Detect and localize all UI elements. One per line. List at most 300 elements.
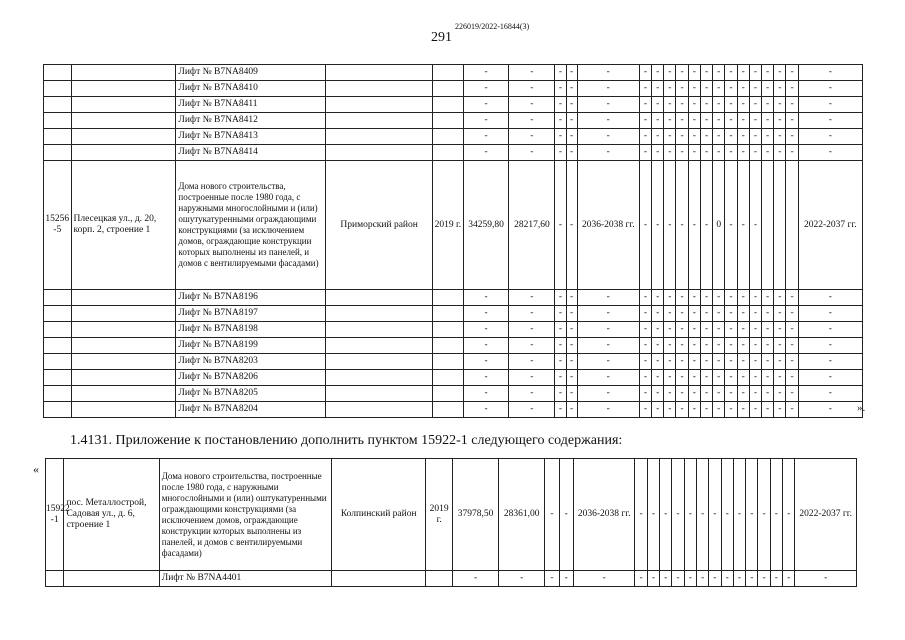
- dash-cell: -: [555, 113, 566, 129]
- dash-cell: -: [577, 129, 639, 145]
- lift-name: Лифт № B7NA8206: [176, 370, 326, 386]
- dash-cell: -: [725, 145, 737, 161]
- dash-cell: -: [664, 97, 676, 113]
- dash-cell: -: [786, 113, 798, 129]
- dash-cell: -: [664, 161, 676, 290]
- lift-name: Лифт № B7NA8196: [176, 290, 326, 306]
- dash-cell: -: [725, 290, 737, 306]
- dash-cell: -: [737, 402, 749, 418]
- dash-cell: -: [770, 459, 782, 571]
- dash-cell: -: [749, 370, 761, 386]
- dash-cell: -: [700, 97, 712, 113]
- dash-cell: -: [635, 571, 647, 587]
- dash-cell: -: [652, 161, 664, 290]
- dash-cell: -: [652, 322, 664, 338]
- empty-cell: [326, 370, 433, 386]
- empty-cell: [326, 129, 433, 145]
- empty-cell: [44, 322, 72, 338]
- dash-cell: -: [713, 290, 725, 306]
- dash-cell: -: [652, 338, 664, 354]
- dash-cell: -: [721, 571, 733, 587]
- dash-cell: -: [566, 354, 577, 370]
- district: Колпинский район: [332, 459, 426, 571]
- dash-cell: -: [555, 386, 566, 402]
- empty-cell: [433, 81, 464, 97]
- dash-cell: -: [762, 370, 774, 386]
- dash-cell: -: [555, 290, 566, 306]
- lift-value: -: [509, 386, 555, 402]
- dash-cell: -: [676, 97, 688, 113]
- dash-cell: -: [639, 386, 651, 402]
- dash-cell: -: [725, 129, 737, 145]
- lift-end-value: -: [798, 370, 862, 386]
- dash-cell: -: [786, 370, 798, 386]
- empty-cell: [326, 290, 433, 306]
- empty-cell: [326, 386, 433, 402]
- dash-cell: -: [737, 370, 749, 386]
- building-number: 15256 -5: [44, 161, 72, 290]
- final-period: 2022-2037 гг.: [798, 161, 862, 290]
- dash-cell: -: [737, 145, 749, 161]
- dash-cell: -: [749, 354, 761, 370]
- empty-cell: [71, 97, 176, 113]
- dash-cell: -: [725, 402, 737, 418]
- dash-cell: -: [762, 145, 774, 161]
- dash-cell: -: [566, 306, 577, 322]
- empty-cell: [44, 306, 72, 322]
- dash-cell: -: [555, 145, 566, 161]
- dash-cell: -: [652, 306, 664, 322]
- dash-cell: -: [774, 322, 786, 338]
- empty-cell: [326, 322, 433, 338]
- lift-value: -: [463, 386, 509, 402]
- dash-cell: -: [566, 370, 577, 386]
- lift-end-value: -: [798, 306, 862, 322]
- lift-value: -: [463, 113, 509, 129]
- dash-cell: -: [725, 354, 737, 370]
- lift-value: -: [509, 306, 555, 322]
- dash-cell: -: [555, 306, 566, 322]
- dash-cell: -: [737, 97, 749, 113]
- dash-cell: -: [647, 571, 659, 587]
- dash-cell: -: [664, 354, 676, 370]
- dash-cell: -: [688, 161, 700, 290]
- lift-value: -: [509, 65, 555, 81]
- dash-cell: -: [786, 338, 798, 354]
- dash-cell: -: [664, 402, 676, 418]
- lift-value: -: [509, 113, 555, 129]
- dash-cell: -: [652, 386, 664, 402]
- lift-value: -: [463, 402, 509, 418]
- empty-cell: [44, 97, 72, 113]
- lift-name: Лифт № B7NA4401: [159, 571, 331, 587]
- dash-cell: -: [774, 370, 786, 386]
- lift-row: [46, 571, 857, 587]
- lift-end-value: -: [798, 290, 862, 306]
- empty-cell: [433, 97, 464, 113]
- dash-cell: -: [749, 65, 761, 81]
- dash-cell: -: [688, 338, 700, 354]
- dash-cell: -: [566, 290, 577, 306]
- dash-cell: -: [676, 354, 688, 370]
- lift-name: Лифт № B7NA8411: [176, 97, 326, 113]
- dash-cell: -: [688, 386, 700, 402]
- lift-value: -: [509, 290, 555, 306]
- lift-name: Лифт № B7NA8409: [176, 65, 326, 81]
- lift-name: Лифт № B7NA8199: [176, 338, 326, 354]
- empty-cell: [433, 386, 464, 402]
- dash-cell: -: [652, 113, 664, 129]
- empty-cell: [326, 81, 433, 97]
- dash-cell: -: [762, 290, 774, 306]
- lift-value: -: [463, 145, 509, 161]
- dash-cell: -: [713, 402, 725, 418]
- empty-cell: [433, 354, 464, 370]
- empty-cell: [326, 65, 433, 81]
- dash-cell: -: [713, 338, 725, 354]
- empty-cell: [332, 571, 426, 587]
- dash-cell: -: [737, 65, 749, 81]
- dash-cell: -: [577, 402, 639, 418]
- lift-row: [44, 81, 863, 97]
- empty-cell: [433, 290, 464, 306]
- building-address: Плесецкая ул., д. 20, корп. 2, строение 1: [71, 161, 176, 290]
- dash-cell: -: [713, 97, 725, 113]
- amendment-paragraph: 1.4131. Приложение к постановлению дополнить пунктом 15922-1 следующего содержания:: [70, 433, 623, 448]
- lift-row: [44, 338, 863, 354]
- lift-value: -: [509, 81, 555, 97]
- dash-cell: -: [774, 402, 786, 418]
- dash-cell: -: [725, 386, 737, 402]
- dash-cell: -: [639, 113, 651, 129]
- building-type: Дома нового строительства, построенные после 1980 года, с наружными многослойными и (или) ошутукатуренными ограждающими конструкциями (за исключением домов, ограждающие конструкции которых выполнены из панелей, и домов с вентилируемыми фасадами): [176, 161, 326, 290]
- dash-cell: -: [676, 290, 688, 306]
- dash-cell: -: [700, 322, 712, 338]
- empty-cell: [46, 571, 64, 587]
- lift-value: -: [509, 322, 555, 338]
- dash-cell: -: [700, 386, 712, 402]
- dash-cell: -: [762, 386, 774, 402]
- dash-cell: -: [749, 322, 761, 338]
- lift-value: -: [509, 338, 555, 354]
- empty-cell: [71, 338, 176, 354]
- dash-cell: -: [758, 571, 770, 587]
- empty-cell: [433, 113, 464, 129]
- dash-cell: -: [566, 322, 577, 338]
- repair-period: 2036-2038 гг.: [577, 161, 639, 290]
- dash-cell: -: [733, 571, 745, 587]
- dash-cell: -: [713, 113, 725, 129]
- lift-value: -: [509, 145, 555, 161]
- dash-cell: -: [664, 338, 676, 354]
- dash-cell: -: [545, 571, 559, 587]
- lift-end-value: -: [798, 145, 862, 161]
- dash-cell: -: [555, 161, 566, 290]
- dash-cell: -: [786, 354, 798, 370]
- dash-cell: -: [688, 113, 700, 129]
- dash-cell: -: [713, 65, 725, 81]
- empty-cell: [433, 370, 464, 386]
- empty-cell: [326, 306, 433, 322]
- dash-cell: -: [555, 370, 566, 386]
- dash-cell: -: [700, 402, 712, 418]
- dash-cell: -: [749, 338, 761, 354]
- dash-cell: -: [652, 97, 664, 113]
- dash-cell: -: [639, 354, 651, 370]
- empty-cell: [44, 290, 72, 306]
- dash-cell: -: [786, 129, 798, 145]
- empty-cell: [433, 322, 464, 338]
- dash-cell: -: [577, 81, 639, 97]
- dash-cell: -: [555, 354, 566, 370]
- dash-cell: -: [700, 113, 712, 129]
- dash-cell: -: [746, 571, 758, 587]
- housing-table-2: [45, 458, 857, 587]
- lift-end-value: -: [798, 354, 862, 370]
- dash-cell: -: [639, 129, 651, 145]
- building-number: 15922 -1: [46, 459, 64, 571]
- lift-value: -: [463, 370, 509, 386]
- dash-cell: -: [639, 65, 651, 81]
- lift-end-value: -: [798, 338, 862, 354]
- dash-cell: -: [676, 161, 688, 290]
- dash-cell: -: [676, 306, 688, 322]
- empty-cell: [71, 370, 176, 386]
- dash-cell: -: [696, 571, 708, 587]
- dash-cell: -: [700, 338, 712, 354]
- dash-cell: -: [660, 459, 672, 571]
- dash-cell: -: [652, 402, 664, 418]
- dash-cell: -: [725, 97, 737, 113]
- dash-cell: -: [652, 290, 664, 306]
- dash-cell: -: [700, 354, 712, 370]
- dash-cell: -: [555, 65, 566, 81]
- dash-cell: -: [676, 386, 688, 402]
- dash-cell: -: [762, 129, 774, 145]
- dash-cell: -: [762, 402, 774, 418]
- dash-cell: -: [749, 386, 761, 402]
- dash-cell: -: [700, 81, 712, 97]
- dash-cell: -: [555, 322, 566, 338]
- dash-cell: -: [688, 370, 700, 386]
- area-total: 37978,50: [453, 459, 499, 571]
- dash-cell: -: [713, 306, 725, 322]
- dash-cell: -: [749, 81, 761, 97]
- dash-cell: -: [762, 322, 774, 338]
- dash-cell: -: [559, 571, 573, 587]
- dash-cell: -: [545, 459, 559, 571]
- dash-cell: -: [749, 290, 761, 306]
- dash-cell: -: [783, 459, 795, 571]
- area-living: 28361,00: [499, 459, 545, 571]
- dash-cell: -: [652, 81, 664, 97]
- dash-cell: -: [713, 322, 725, 338]
- empty-cell: [426, 571, 453, 587]
- dash-cell: -: [676, 113, 688, 129]
- dash-cell: -: [774, 113, 786, 129]
- empty-cell: [71, 306, 176, 322]
- empty-cell: [44, 129, 72, 145]
- dash-cell: -: [652, 370, 664, 386]
- dash-cell: -: [688, 145, 700, 161]
- dash-cell: -: [713, 129, 725, 145]
- dash-cell: -: [684, 571, 696, 587]
- dash-cell: -: [660, 571, 672, 587]
- dash-cell: -: [786, 65, 798, 81]
- dash-cell: -: [577, 370, 639, 386]
- dash-cell: -: [688, 97, 700, 113]
- dash-cell: -: [725, 65, 737, 81]
- lift-name: Лифт № B7NA8197: [176, 306, 326, 322]
- lift-value: -: [463, 290, 509, 306]
- lift-name: Лифт № B7NA8205: [176, 386, 326, 402]
- lift-value: -: [499, 571, 545, 587]
- empty-cell: [774, 161, 786, 290]
- dash-cell: -: [700, 290, 712, 306]
- lift-value: -: [463, 97, 509, 113]
- dash-cell: -: [555, 81, 566, 97]
- dash-cell: -: [774, 290, 786, 306]
- dash-cell: -: [555, 129, 566, 145]
- empty-cell: [786, 161, 798, 290]
- dash-cell: -: [746, 459, 758, 571]
- empty-cell: [71, 81, 176, 97]
- empty-cell: [44, 386, 72, 402]
- dash-cell: -: [577, 338, 639, 354]
- dash-cell: -: [725, 161, 737, 290]
- dash-cell: -: [749, 161, 761, 290]
- dash-cell: -: [664, 306, 676, 322]
- dash-cell: -: [635, 459, 647, 571]
- dash-cell: -: [688, 402, 700, 418]
- dash-cell: -: [774, 306, 786, 322]
- dash-cell: -: [664, 290, 676, 306]
- dash-cell: -: [652, 145, 664, 161]
- dash-cell: -: [664, 129, 676, 145]
- build-year: 2019 г.: [426, 459, 453, 571]
- final-period: 2022-2037 гг.: [795, 459, 857, 571]
- dash-cell: -: [555, 338, 566, 354]
- dash-cell: -: [770, 571, 782, 587]
- dash-cell: -: [709, 459, 721, 571]
- dash-cell: -: [737, 129, 749, 145]
- dash-cell: -: [774, 145, 786, 161]
- dash-cell: -: [786, 81, 798, 97]
- lift-value: -: [509, 402, 555, 418]
- dash-cell: -: [762, 113, 774, 129]
- dash-cell: -: [786, 97, 798, 113]
- lift-value: -: [463, 129, 509, 145]
- lift-row: [44, 402, 863, 418]
- dash-cell: -: [749, 145, 761, 161]
- dash-cell: -: [762, 306, 774, 322]
- area-total: 34259,80: [463, 161, 509, 290]
- dash-cell: -: [713, 354, 725, 370]
- empty-cell: [433, 338, 464, 354]
- dash-cell: -: [688, 81, 700, 97]
- dash-cell: -: [762, 65, 774, 81]
- dash-cell: -: [737, 386, 749, 402]
- dash-cell: -: [555, 402, 566, 418]
- dash-cell: -: [639, 97, 651, 113]
- dash-cell: -: [577, 290, 639, 306]
- empty-cell: [71, 322, 176, 338]
- dash-cell: -: [700, 65, 712, 81]
- building-address: пос. Металлострой, Садовая ул., д. 6, строение 1: [64, 459, 159, 571]
- empty-cell: [44, 338, 72, 354]
- dash-cell: -: [713, 370, 725, 386]
- dash-cell: -: [786, 386, 798, 402]
- dash-cell: -: [577, 354, 639, 370]
- dash-cell: -: [737, 338, 749, 354]
- lift-value: -: [453, 571, 499, 587]
- dash-cell: -: [639, 322, 651, 338]
- lift-end-value: -: [798, 386, 862, 402]
- empty-cell: [433, 306, 464, 322]
- empty-cell: [71, 113, 176, 129]
- empty-cell: [44, 113, 72, 129]
- empty-cell: [44, 354, 72, 370]
- dash-cell: -: [737, 290, 749, 306]
- lift-row: [44, 145, 863, 161]
- dash-cell: -: [577, 386, 639, 402]
- dash-cell: -: [676, 370, 688, 386]
- empty-cell: [326, 354, 433, 370]
- empty-cell: [71, 402, 176, 418]
- lift-end-value: -: [798, 322, 862, 338]
- dash-cell: -: [566, 65, 577, 81]
- dash-cell: -: [566, 161, 577, 290]
- dash-cell: -: [774, 81, 786, 97]
- dash-cell: -: [749, 306, 761, 322]
- empty-cell: [326, 97, 433, 113]
- dash-cell: -: [696, 459, 708, 571]
- dash-cell: -: [713, 145, 725, 161]
- dash-cell: -: [762, 354, 774, 370]
- lift-value: -: [463, 306, 509, 322]
- dash-cell: -: [709, 571, 721, 587]
- empty-cell: [71, 290, 176, 306]
- dash-cell: -: [713, 81, 725, 97]
- dash-cell: -: [786, 402, 798, 418]
- empty-cell: [71, 129, 176, 145]
- dash-cell: -: [639, 81, 651, 97]
- empty-cell: [44, 65, 72, 81]
- dash-cell: -: [577, 97, 639, 113]
- dash-cell: -: [725, 306, 737, 322]
- area-living: 28217,60: [509, 161, 555, 290]
- lift-row: [44, 354, 863, 370]
- dash-cell: -: [721, 459, 733, 571]
- document-id: 226019/2022-16844(3): [455, 22, 530, 31]
- lift-value: -: [463, 338, 509, 354]
- dash-cell: -: [639, 402, 651, 418]
- dash-cell: -: [700, 161, 712, 290]
- dash-cell: -: [577, 306, 639, 322]
- dash-cell: -: [700, 145, 712, 161]
- dash-cell: -: [725, 113, 737, 129]
- dash-cell: -: [676, 65, 688, 81]
- dash-cell: -: [700, 306, 712, 322]
- empty-cell: [71, 386, 176, 402]
- dash-cell: -: [688, 354, 700, 370]
- dash-cell: -: [725, 322, 737, 338]
- repair-period: 2036-2038 гг.: [573, 459, 635, 571]
- dash-cell: -: [639, 161, 651, 290]
- lift-end-value: -: [798, 65, 862, 81]
- dash-cell: -: [733, 459, 745, 571]
- dash-cell: -: [700, 129, 712, 145]
